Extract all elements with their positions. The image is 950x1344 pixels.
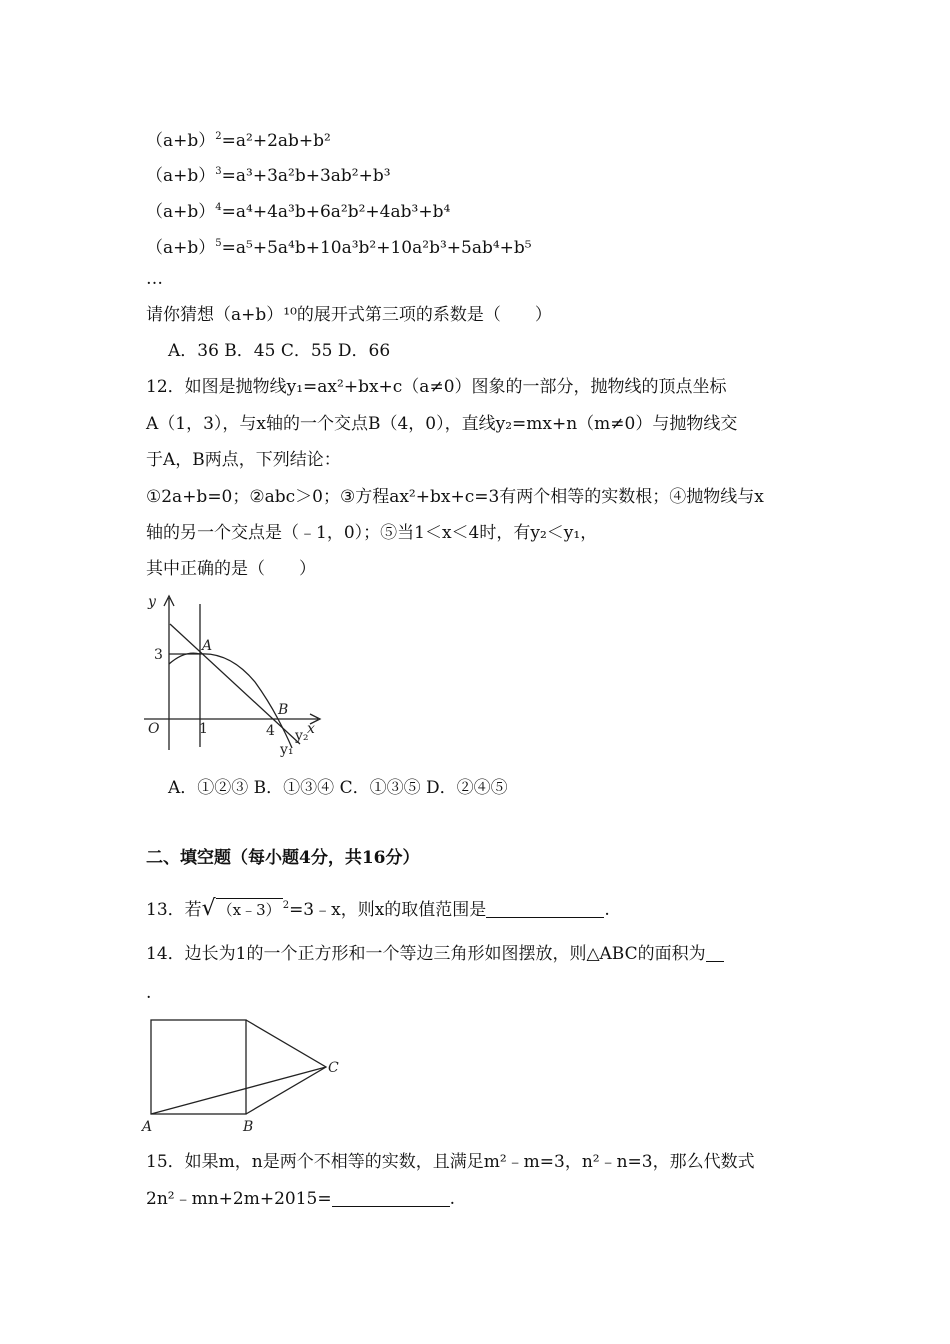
ellipsis: …: [146, 269, 163, 289]
x-axis-label: x: [307, 721, 315, 737]
label-a: A: [142, 1119, 153, 1135]
square-triangle-figure: [140, 1012, 355, 1137]
expansion-rhs-3: =a³+3a²b+3ab²+b³: [221, 166, 391, 186]
q13-answer-blank[interactable]: [486, 901, 604, 918]
q14-end: .: [146, 983, 152, 1003]
point-b-label: B: [278, 702, 289, 718]
expansion-line-4: $(a+b)^4=a^4+4a^3b+6a^2b^2+4ab^3+b^4$: [146, 202, 451, 222]
expansion-rhs-4: =a⁴+4a³b+6a²b²+4ab³+b⁴: [221, 202, 451, 222]
q12-options: A．①②③ B．①③④ C．①③⑤ D．②④⑤: [168, 778, 508, 798]
expansion-prefix: （a+b）: [146, 131, 216, 151]
expansion-prefix: （a+b）: [146, 202, 216, 222]
expansion-rhs-2: =a²+2ab+b²: [221, 131, 331, 151]
q11-question: 请你猜想（a+b）¹⁰的展开式第三项的系数是（ ）: [146, 305, 552, 325]
square: [151, 1020, 246, 1114]
q13-end: .: [604, 900, 610, 920]
q13-radicand: （x﹣3）: [216, 898, 283, 921]
q12-line-5: 轴的另一个交点是（﹣1，0）；⑤当1＜x＜4时，有y₂＜y₁，: [146, 523, 598, 543]
y-axis-label: y: [148, 594, 156, 610]
y2-label: y₂: [295, 728, 309, 744]
q15-end: .: [449, 1189, 455, 1209]
q13-prefix: 13．若: [146, 900, 202, 920]
expansion-line-5: $(a+b)^5=a^5+5a^4b+10a^3b^2+10a^2b^3+5ab^4+b^5$: [146, 238, 532, 258]
label-c: C: [328, 1060, 339, 1076]
origin-label: O: [148, 721, 160, 737]
q14-line: [146, 943, 724, 965]
q12-line-1: 12．如图是抛物线y₁=ax²+bx+c（a≠0）图象的一部分，抛物线的顶点坐标: [146, 377, 727, 397]
point-a-label: A: [202, 638, 213, 654]
q11-options: A．36 B．45 C．55 D．66: [168, 341, 391, 361]
q14-answer-blank[interactable]: [706, 945, 724, 962]
label-b: B: [243, 1119, 254, 1135]
line-y2: [170, 624, 300, 744]
expansion-line-2: $(a+b)^2=a^2+2ab+b^2$: [146, 131, 331, 151]
segment-ac: [151, 1067, 326, 1114]
q12-line-2: A（1，3），与x轴的一个交点B（4，0），直线y₂=mx+n（m≠0）与抛物线交: [146, 414, 738, 434]
expansion-prefix: （a+b）: [146, 166, 216, 186]
tick-4-label: 4: [266, 723, 275, 739]
expansion-line-3: $(a+b)^3=a^3+3a^2b+3ab^2+b^3$: [146, 166, 391, 186]
section-2-title: 二、填空题（每小题4分，共16分）: [146, 848, 420, 868]
q15-answer-blank[interactable]: [332, 1190, 450, 1207]
q15-expression: 2n²﹣mn+2m+2015=: [146, 1189, 332, 1209]
q13-suffix: =3﹣x，则x的取值范围是: [289, 900, 487, 920]
q12-line-3: 于A，B两点，下列结论：: [146, 450, 341, 470]
q13-line: [146, 895, 610, 921]
expansion-rhs-5: =a⁵+5a⁴b+10a³b²+10a²b³+5ab⁴+b⁵: [221, 238, 532, 258]
sqrt-expression: √ （x﹣3）: [201, 896, 281, 921]
q12-line-6: 其中正确的是（ ）: [146, 559, 316, 579]
q15-line-1: 15．如果m，n是两个不相等的实数，且满足m²﹣m=3，n²﹣n=3，那么代数式: [146, 1152, 755, 1172]
y1-label: y₁: [280, 742, 294, 758]
parabola-graph: [140, 592, 340, 762]
expansion-prefix: （a+b）: [146, 238, 216, 258]
triangle: [246, 1020, 326, 1114]
q14-text: 14．边长为1的一个正方形和一个等边三角形如图摆放，则△ABC的面积为: [146, 944, 706, 964]
tick-3-label: 3: [154, 647, 163, 663]
q15-line-2: [146, 1188, 455, 1210]
q13-exponent: 2: [282, 900, 290, 911]
tick-1-label: 1: [199, 721, 208, 737]
q12-line-4: ①2a+b=0；②abc＞0；③方程ax²+bx+c=3有两个相等的实数根；④抛物线与x: [146, 487, 764, 507]
